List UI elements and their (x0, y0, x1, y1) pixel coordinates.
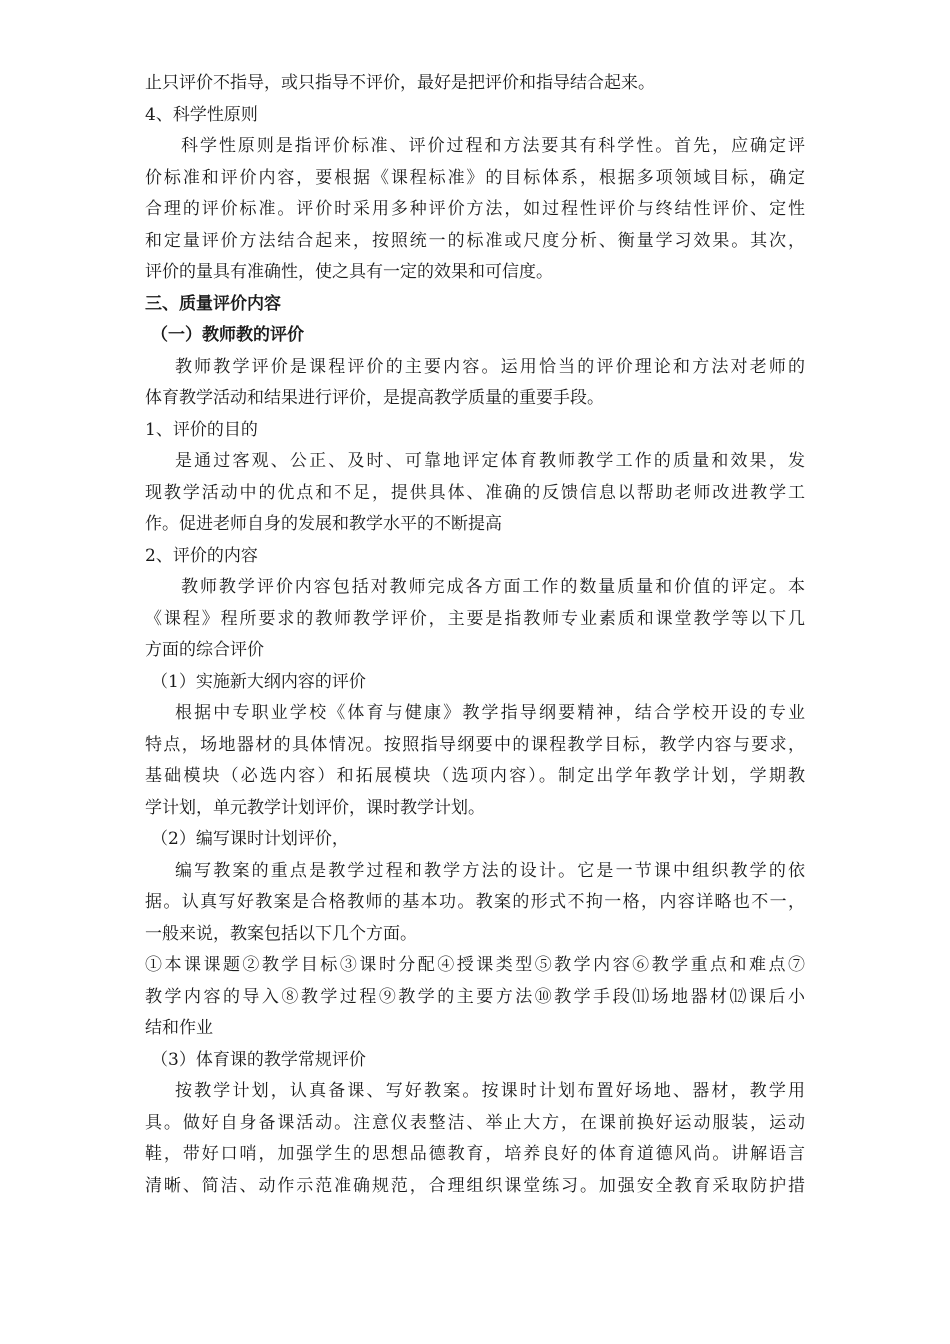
paragraph-line: 现教学活动中的优点和不足，提供具体、准确的反馈信息以帮助老师改进教学工 (145, 482, 805, 503)
subheading-purpose: 1、评价的目的 (145, 419, 258, 440)
paragraph-line: 体育教学活动和结果进行评价，是提高教学质量的重要手段。 (145, 388, 604, 408)
paragraph-line: 《课程》程所要求的教师教学评价，主要是指教师专业素质和课堂教学等以下几 (145, 608, 805, 629)
paragraph-line: 价标准和评价内容，要根据《课程标准》的目标体系，根据多项领域目标，确定 (145, 167, 805, 188)
paragraph-line: 合理的评价标准。评价时采用多种评价方法，如过程性评价与终结性评价、定性 (145, 199, 805, 219)
paragraph-line: 教师教学评价是课程评价的主要内容。运用恰当的评价理论和方法对老师的 (175, 356, 805, 377)
paragraph-line: 教师教学评价内容包括对教师完成各方面工作的数量质量和价值的评定。本 (181, 577, 805, 597)
paragraph-line: 科学性原则是指评价标准、评价过程和方法要其有科学性。首先，应确定评 (181, 136, 805, 156)
subsection-heading: （一）教师教的评价 (151, 325, 304, 345)
paragraph-line: 评价的量具有准确性，使之具有一定的效果和可信度。 (145, 262, 553, 282)
paragraph-line: 具。做好自身备课活动。注意仪表整洁、举止大方，在课前换好运动服装，运动 (145, 1112, 805, 1133)
paragraph-line: 清晰、简洁、动作示范准确规范，合理组织课堂练习。加强安全教育采取防护措 (145, 1175, 805, 1196)
paragraph-line: 一般来说，教案包括以下几个方面。 (145, 923, 417, 944)
paragraph-line: 是通过客观、公正、及时、可靠地评定体育教师教学工作的质量和效果，发 (175, 451, 805, 471)
paragraph-line: 和定量评价方法结合起来，按照统一的标准或尺度分析、衡量学习效果。其次， (145, 230, 805, 251)
paragraph-line: 鞋，带好口哨，加强学生的思想品德教育，培养良好的体育道德风尚。讲解语言 (145, 1144, 805, 1164)
paragraph-line: 按教学计划，认真备课、写好教案。按课时计划布置好场地、器材，教学用 (175, 1081, 805, 1101)
paragraph-line: 教学内容的导入⑧教学过程⑨教学的主要方法⑩教学手段⑾场地器材⑿课后小 (145, 986, 805, 1007)
paragraph-line: 学计划，单元教学计划评价，课时教学计划。 (145, 797, 485, 818)
paragraph-line: 据。认真写好教案是合格教师的基本功。教案的形式不拘一格，内容详略也不一， (145, 892, 805, 912)
section-heading: 三、质量评价内容 (145, 293, 281, 314)
list-item-heading: （3）体育课的教学常规评价 (151, 1049, 366, 1070)
paragraph-line: 作。促进老师自身的发展和教学水平的不断提高 (145, 514, 502, 534)
paragraph-line: ①本课课题②教学目标③课时分配④授课类型⑤教学内容⑥教学重点和难点⑦ (145, 955, 805, 975)
subheading-scientific-principle: 4、科学性原则 (145, 104, 258, 125)
list-item-heading: （2）编写课时计划评价， (151, 829, 349, 849)
paragraph-line: 结和作业 (145, 1018, 213, 1038)
paragraph-line: 止只评价不指导，或只指导不评价，最好是把评价和指导结合起来。 (145, 73, 655, 93)
paragraph-line: 基础模块（必选内容）和拓展模块（选项内容）。制定出学年教学计划，学期教 (145, 766, 805, 786)
subheading-content: 2、评价的内容 (145, 545, 258, 566)
paragraph-line: 特点，场地器材的具体情况。按照指导纲要中的课程教学目标，教学内容与要求， (145, 734, 805, 755)
paragraph-line: 编写教案的重点是教学过程和教学方法的设计。它是一节课中组织教学的依 (175, 860, 805, 881)
document-page (145, 68, 805, 1202)
paragraph-line: 方面的综合评价 (145, 640, 264, 660)
list-item-heading: （1）实施新大纲内容的评价 (151, 671, 366, 692)
paragraph-line: 根据中专职业学校《体育与健康》教学指导纲要精神，结合学校开设的专业 (175, 703, 805, 723)
